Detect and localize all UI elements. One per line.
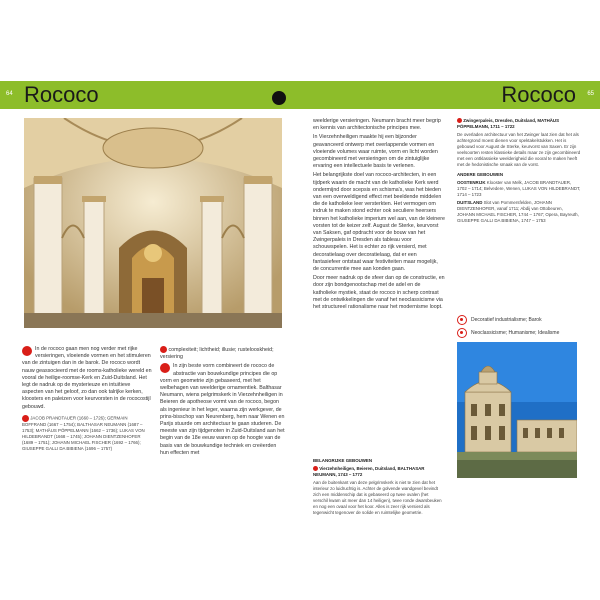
keywords-icon — [160, 346, 167, 353]
page-number-right: 65 — [587, 91, 594, 97]
body-column-middle — [313, 118, 445, 313]
intro-column — [22, 346, 152, 454]
title-band-left — [0, 81, 300, 109]
influenced-by-icon — [457, 315, 467, 325]
germany-text: Slot van Pommersfelden, JOHANN DIENTZENHOFER, vanaf 1711; Abdij van Ottobeuren, JOHANN MICHAEL FISCHER, 1744 – 1767; Opera, Bayreuth, GIUSEPPE GALLI DA BIBIENA, 1747 – 1753 — [457, 200, 579, 223]
page-number-left: 64 — [6, 91, 13, 97]
body-text-left: In zijn beste vorm combineert de rococo de abstractie van bouwkundige principes die op vorm en geometrie zijn gebaseerd, met het welbehagen van weelderige ornamentiek. Balthasar Neumann, wiens pelgrimskerk in Vierzehnheiligen in Beieren de apotheose vormt van de rococo, begon als ingenieur in het leger, waarna zijn werkgever, de prins-bisschop van Neurenberg, hem naar Wenen en Parijs stuurde om architectuur te gaan studeren. De meeste van zijn tijdgenoten in Zuid-Duitsland aan het begin van de 18e eeuw waren op de hoogte van de basis van de bouwkundige techniek en creëerden hun effecten met — [160, 363, 285, 456]
influenced-by-text: Decoratief industrialisme; Barok — [471, 317, 542, 323]
middle-text-2: In Vierzehnheiligen maakte hij een bijzonder geavanceerd ontwerp met overlappende vormen en vloeiende volumes waar ruimte, vorm en licht worden gecombineerd met versieringen om de zintuiglijke ervaring een intellectuele basis te verlenen. — [313, 134, 438, 170]
austria-text: Klooster van Melk, JACOB BRANDTAUER, 1702 – 1714; Belvedere, Wenen, LUKAS VON HILDEBRANDT, 1714 – 1723 — [457, 180, 581, 197]
building1-text: Aan de buitenkant van deze pelgrimskerk is niet te zien dat het interieur zo luidruchtig is. Achter de golvende wandgevel bevindt zich een middenschip dat is gebaseerd op twee ovalen (het verschil kwam uit meer dan 14 heiligen), twee ronde dwarsbeuken en nog een ovaal voor het koor. Alles is zeer rijk versierd als tegenwicht tegenover de solide en ruimtelijke geometrie. — [313, 480, 442, 515]
intro-text: In de rococo gaan men nog verder met rijke versieringen, vloeiende vormen en het stimuleren van de zintuigen dan in de barok. De rococo wordt nauw geassocieerd met de rooms-katholieke wereld en vooral de heilige-roomse-Kerk en Zuid-Duitsland. Het legt de nadruk op de mysterieuze en intuïtieve aspecten van het geloof, zo dan ook talrijke kerken, kloosters en paleizen voor keurvorsten in de rococostijl gebouwd. — [22, 346, 152, 410]
title-band-right — [300, 81, 600, 109]
right-sidebar — [457, 118, 582, 226]
influenced-icon — [457, 328, 467, 338]
middle-text-1: weelderige versieringen. Neumann bracht meer begrip en kennis van architectonische principes mee. — [313, 118, 441, 132]
building2-title: Zwingerpaleis, Dresden, Duitsland, MATHÄUS PÖPPELMANN, 1711 – 1722 — [457, 118, 560, 129]
austria-label: OOSTENRIJK — [457, 180, 486, 185]
page-title-left: Rococo — [24, 82, 99, 107]
building1-title: Vierzehnheiligen, Beieren, Duitsland, BALTHASAR NEUMANN, 1743 – 1772 — [313, 466, 425, 477]
building-marker-icon — [457, 118, 462, 123]
building2-text: De overladen architectuur van het Zwinger laat zien dat het als achtergrond moest dienen voor spektakelstukken. Het is gebouwd voor August de Sterke, keurvorst van Saxen. Er zijn veelsoorten resten klassieke details maar ze zijn gecombineerd met een ontklassieke weelderigheid die vooral te maken heeft met de hedonistische smaak van de vorst. — [457, 132, 581, 167]
text-icon — [160, 363, 170, 373]
spread-dot-icon — [272, 91, 286, 105]
influenced-text: Neoclassicisme; Humanisme; Idealisme — [471, 330, 560, 336]
info-icon — [22, 346, 32, 356]
architects-list: JACOB PRANDTAUER (1660 – 1726); GERMAIN BOFFRAND (1667 – 1754); BALTHASAR NEUMANN (1687 – 1753); MATHÄUS PÖPPELMANN (1662 – 1736); LUKAS VON HILDEBRANDT (1668 – 1745); JOHANN DIENTZENHOFER (1689 – 1751); JOHANN MICHAEL FISCHER (1692 – 1766); GIUSEPPE GALLI DA BIBIENA (1696 – 1757) — [22, 415, 145, 451]
germany-label: DUITSLAND — [457, 200, 483, 205]
people-icon — [22, 415, 29, 422]
body-column-left — [160, 346, 286, 459]
keywords-text: complexiteit; lichtheid; illusie; rustelooskheid; versiering — [160, 346, 274, 361]
page-title-right: Rococo — [501, 82, 576, 107]
influence-row-1 — [457, 315, 542, 325]
other-buildings-heading: ANDERE GEBOUWEN — [457, 172, 504, 177]
building-marker-icon — [313, 466, 318, 471]
zwinger-palace-photo — [457, 342, 577, 478]
key-buildings-heading: BELANGRIJKE GEBOUWEN — [313, 458, 373, 463]
influence-row-2 — [457, 328, 559, 338]
key-buildings — [313, 458, 443, 518]
middle-text-4: Door meer nadruk op de sfeer dan op de constructie, en door zijn bondgenootschap met de adel en de katholieke mystiek, staat de rococo in scherp contrast met de ontwikkelingen die vanaf het neoclassicisme via het structureel rationalisme naar het modernisme loopt. — [313, 275, 445, 311]
middle-text-3: Het belangrijkste doel van rococo-architecten, in een tijdperk waarin de macht van de katholieke Kerk werd ondermijnd door scepsis en schisma's, was het bieden van een overweldigend effect met beeldende middelen die de katholieke leer versterkten. Het vermogen om indruk te maken stond echter ook seculiere heersers binnen het katholieke imperium wel aan, van de kleinere vorsten tot de keizer zelf. August de Sterke, keurvorst van Saksen, gaf opdracht voor de bouw van het Zwingerpaleis in Dresden als tableau voor schouwspelen. Het is echter zo rijk versierd, met decoratielaag over decoratielaag, dat er een fantasiefeer ontstaat waar festiviteiten maar mogelijk, de concurrentie mee aan konden gaan. — [313, 172, 445, 273]
vierzehnheiligen-interior-photo — [24, 118, 282, 328]
